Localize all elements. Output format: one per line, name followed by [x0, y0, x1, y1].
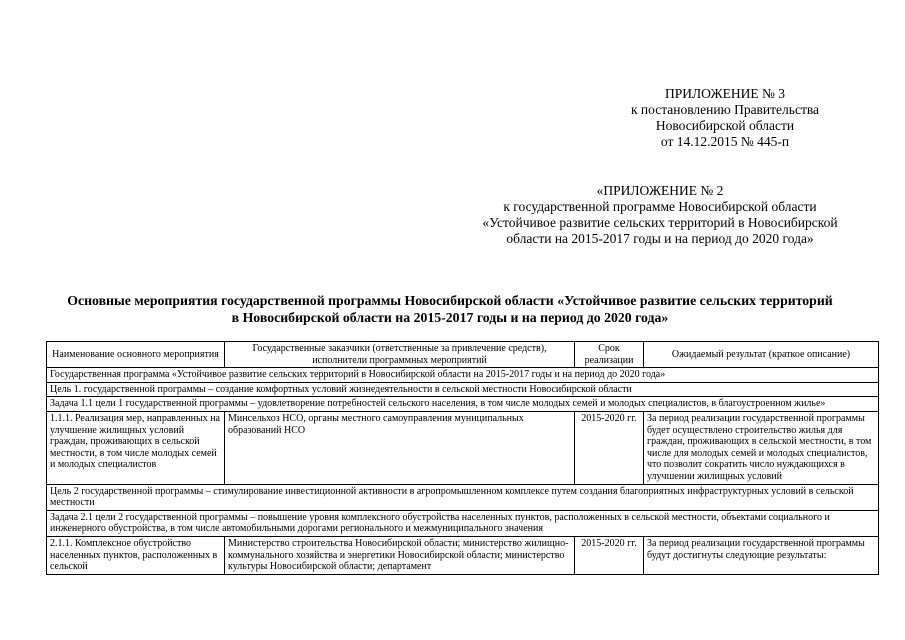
- measure-2-1-1-result: За период реализации государственной программы будут достигнуты следующие результаты:: [644, 536, 879, 574]
- measure-1-1-1-term: 2015-2020 гг.: [575, 411, 644, 484]
- table-row: [47, 382, 879, 397]
- goal-1-row: Цель 1. государственной программы – создание комфортных условий жизнедеятельности в сельской местности Новосибирской области: [47, 382, 879, 397]
- table-row: [47, 536, 879, 574]
- appendix-2-line-3: «Устойчивое развитие сельских территорий в Новосибирской: [482, 215, 838, 230]
- measures-table: [46, 341, 879, 575]
- table-row: [47, 484, 879, 510]
- header-term: Срок реализации: [575, 342, 644, 368]
- appendix-2-line-2: к государственной программе Новосибирской области: [503, 199, 817, 214]
- document-title: [20, 292, 880, 326]
- table-row: [47, 397, 879, 412]
- table-header-row: [47, 342, 879, 368]
- table-row: [47, 510, 879, 536]
- measure-2-1-1-name: 2.1.1. Комплексное обустройство населенных пунктов, расположенных в сельской: [47, 536, 225, 574]
- table-row: [47, 411, 879, 484]
- appendix-3-line-1: ПРИЛОЖЕНИЕ № 3: [664, 86, 786, 101]
- document-title-line-2: в Новосибирской области на 2015-2017 годы и на период до 2020 года»: [231, 310, 669, 325]
- measure-2-1-1-term: 2015-2020 гг.: [575, 536, 644, 574]
- task-2-1-row: Задача 2.1 цели 2 государственной программы – повышение уровня комплексного обустройства населенных пунктов, расположенных в сельской местности, объектами социального и инженерного обустройства, в том числе автомобильными дорогами регионального и межмуниципального значения: [47, 510, 879, 536]
- appendix-3-line-4: от 14.12.2015 № 445-п: [660, 134, 790, 149]
- table-row: [47, 368, 879, 383]
- appendix-2-line-4: области на 2015-2017 годы и на период до 2020 года»: [506, 231, 814, 246]
- header-customers: Государственные заказчики (ответственные за привлечение средств), исполнители программных мероприятий: [225, 342, 575, 368]
- appendix-2-header: [430, 183, 890, 247]
- header-expected-result: Ожидаемый результат (краткое описание): [644, 342, 879, 368]
- appendix-3-line-2: к постановлению Правительства: [630, 102, 820, 117]
- measure-1-1-1-customer: Минсельхоз НСО, органы местного самоуправления муниципальных образований НСО: [225, 411, 575, 484]
- measure-1-1-1-result: За период реализации государственной программы будет осуществлено строительство жилья для граждан, проживающих в сельской местности, в том числе для молодых семей и молодых специалистов, что позволит сократить число нуждающихся в улучшении жилищных условий: [644, 411, 879, 484]
- appendix-2-line-1: «ПРИЛОЖЕНИЕ № 2: [596, 183, 724, 198]
- measure-1-1-1-name: 1.1.1. Реализация мер, направленных на улучшение жилищных условий граждан, проживающих в сельской местности, в том числе молодых семей и молодых специалистов: [47, 411, 225, 484]
- appendix-3-line-3: Новосибирской области: [655, 118, 795, 133]
- task-1-1-row: Задача 1.1 цели 1 государственной программы – удовлетворение потребностей сельского населения, в том числе молодых семей и молодых специалистов, в благоустроенном жилье»: [47, 397, 879, 412]
- measure-2-1-1-customer: Министерство строительства Новосибирской области; министерство жилищно-коммунального хозяйства и энергетики Новосибирской области; министерство культуры Новосибирской области; департамент: [225, 536, 575, 574]
- header-measure-name: Наименование основного мероприятия: [47, 342, 225, 368]
- appendix-3-header: [600, 86, 850, 150]
- document-title-line-1: Основные мероприятия государственной программы Новосибирской области «Устойчивое развитие сельских территорий: [67, 293, 833, 308]
- program-row: Государственная программа «Устойчивое развитие сельских территорий в Новосибирской области на 2015-2017 годы и на период до 2020 года»: [47, 368, 879, 383]
- goal-2-row: Цель 2 государственной программы – стимулирование инвестиционной активности в агропромышленном комплексе путем создания благоприятных инфраструктурных условий в сельской местности: [47, 484, 879, 510]
